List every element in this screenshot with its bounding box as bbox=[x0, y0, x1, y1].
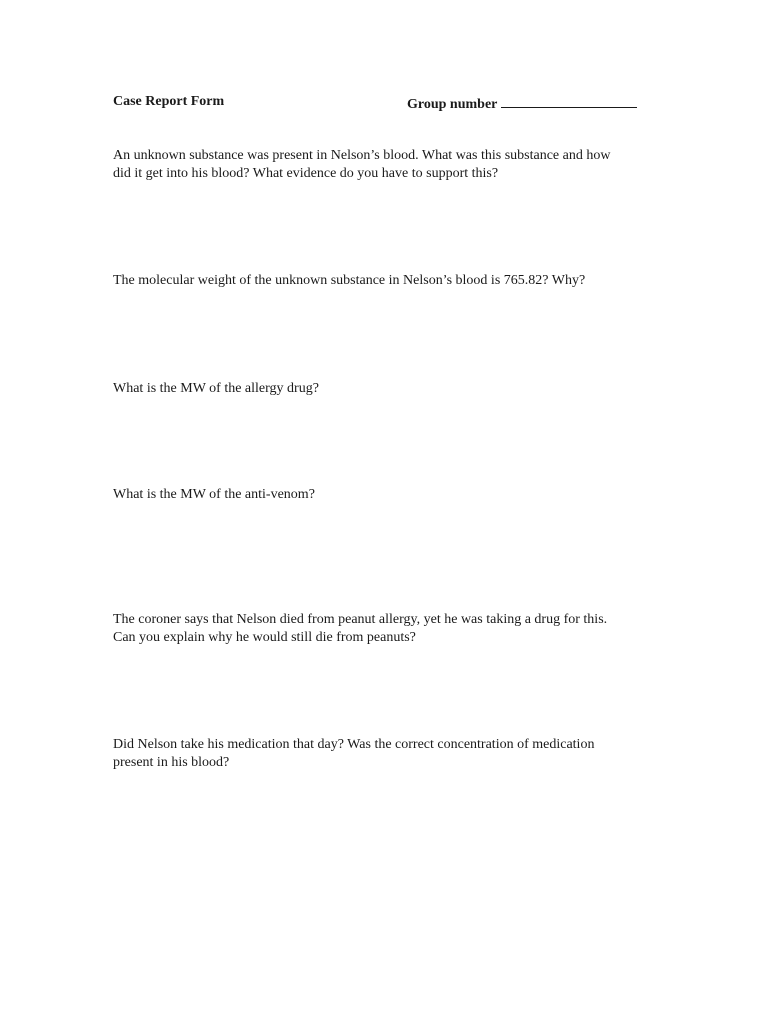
form-title: Case Report Form bbox=[113, 94, 225, 109]
question-5-line-1: The coroner says that Nelson died from peanut allergy, yet he was taking a drug for this. bbox=[113, 612, 608, 627]
form-header bbox=[113, 94, 673, 114]
question-2 bbox=[113, 272, 673, 290]
question-1 bbox=[113, 147, 673, 183]
question-5-line-2: Can you explain why he would still die from peanuts? bbox=[113, 630, 416, 645]
question-1-line-2: did it get into his blood? What evidence do you have to support this? bbox=[113, 166, 499, 181]
question-1-line-1: An unknown substance was present in Nelson’s blood. What was this substance and how bbox=[113, 148, 611, 163]
question-6-line-1: Did Nelson take his medication that day? Was the correct concentration of medication bbox=[113, 737, 595, 752]
question-6-line-2: present in his blood? bbox=[113, 755, 230, 770]
group-number-blank bbox=[501, 94, 637, 108]
question-5 bbox=[113, 611, 673, 647]
question-2-line-1: The molecular weight of the unknown substance in Nelson’s blood is 765.82? Why? bbox=[113, 273, 586, 288]
question-3 bbox=[113, 380, 673, 398]
question-4-line-1: What is the MW of the anti-venom? bbox=[113, 487, 315, 502]
question-4 bbox=[113, 486, 673, 504]
group-number-label: Group number bbox=[407, 97, 498, 112]
question-6 bbox=[113, 736, 673, 772]
group-number-field bbox=[407, 94, 637, 113]
question-3-line-1: What is the MW of the allergy drug? bbox=[113, 381, 319, 396]
